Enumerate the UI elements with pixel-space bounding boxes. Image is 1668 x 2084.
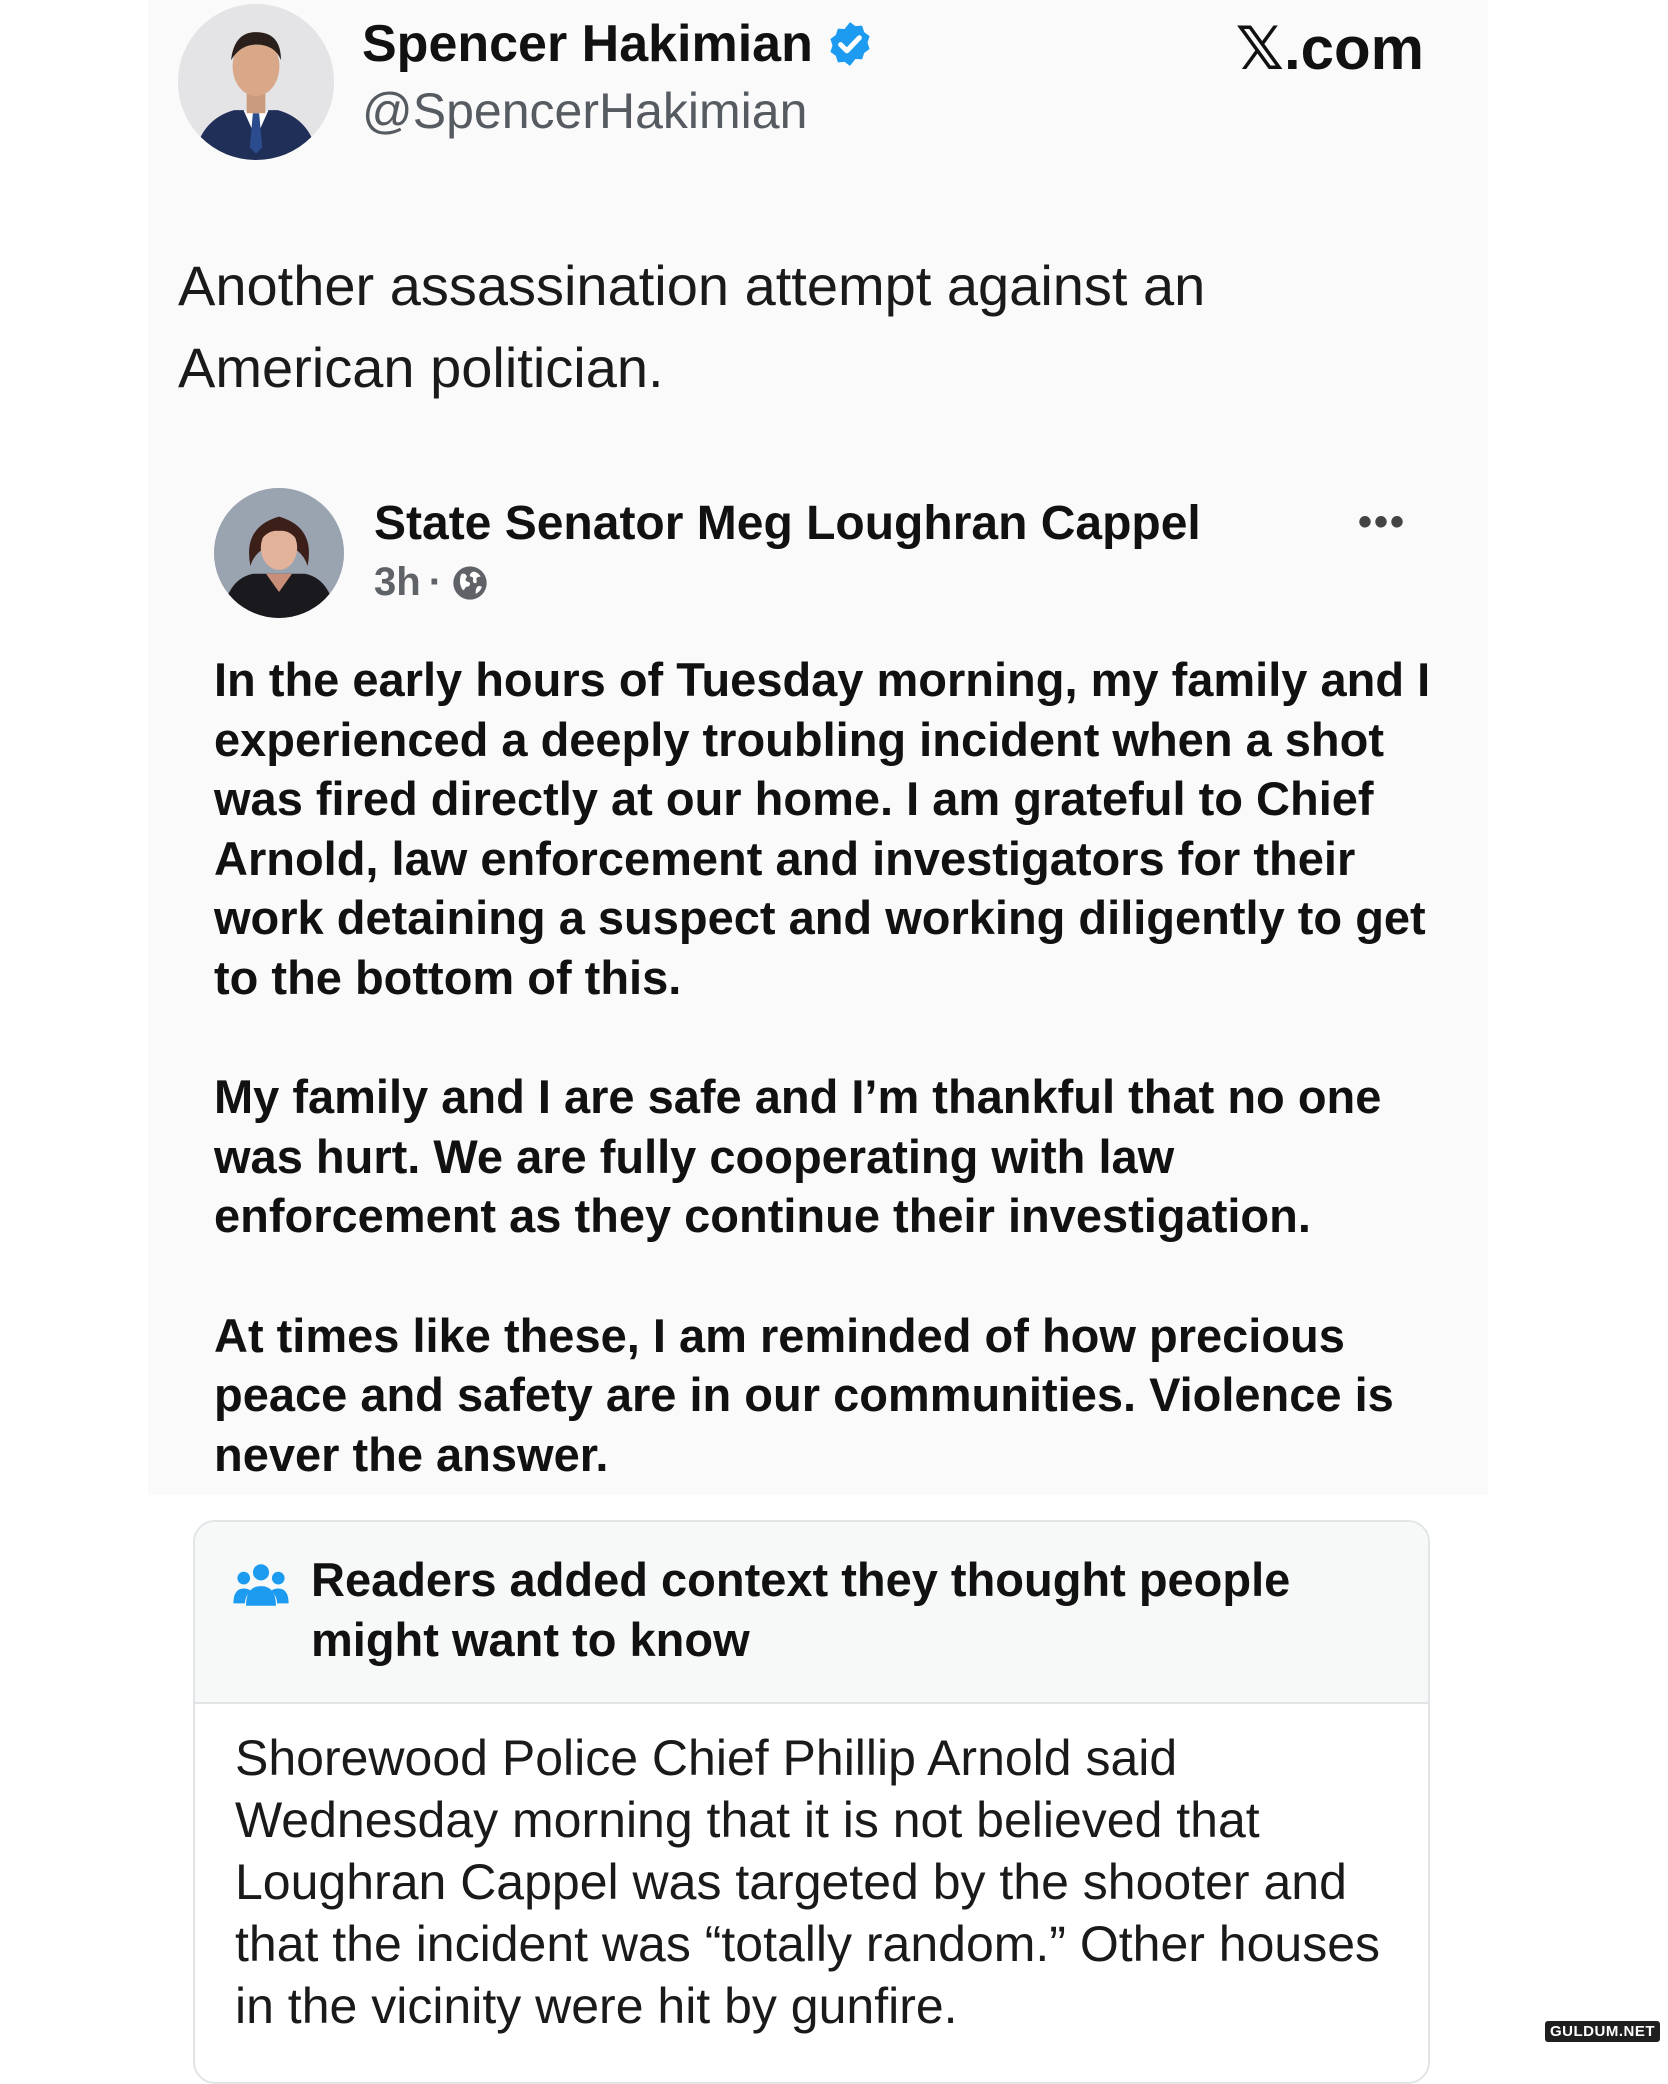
x-brand-logo: 𝕏.com bbox=[1235, 15, 1424, 82]
tweet-author-handle[interactable]: @SpencerHakimian bbox=[362, 83, 808, 139]
fb-paragraph-1: In the early hours of Tuesday morning, my family and I experienced a deeply troubling incident when a shot was fired directly at our home. I am grateful to Chief Arnold, law enforcement and investigators for their work detaining a suspect and working diligently to get to the bottom of this. bbox=[214, 653, 1431, 1004]
community-note-body: Shorewood Police Chief Phillip Arnold said Wednesday morning that it is not believed that Loughran Cappel was targeted by the shooter and that the incident was “totally random.” Other houses in the vicinity were hit by gunfire. bbox=[235, 1730, 1381, 2034]
fb-post-meta bbox=[374, 560, 490, 605]
community-note-title: Readers added context they thought people might want to know bbox=[311, 1553, 1291, 1666]
fb-post-author-name[interactable]: State Senator Meg Loughran Cappel bbox=[374, 497, 1201, 550]
fb-post-time[interactable]: 3h bbox=[374, 560, 421, 604]
verified-badge-icon bbox=[825, 19, 875, 69]
tweet-author-name[interactable] bbox=[362, 14, 875, 74]
globe-icon bbox=[450, 563, 490, 603]
fb-post-body bbox=[214, 650, 1434, 1544]
watermark: GULDUM.NET bbox=[1545, 2021, 1660, 2042]
senator-avatar[interactable] bbox=[214, 488, 344, 618]
community-note[interactable] bbox=[193, 1520, 1430, 2084]
embedded-facebook-post bbox=[178, 470, 1438, 1480]
meta-separator: · bbox=[428, 560, 443, 604]
people-icon bbox=[233, 1562, 289, 1608]
community-note-header bbox=[195, 1522, 1428, 1704]
senator-photo bbox=[214, 488, 344, 618]
tweet-text: Another assassination attempt against an American politician. bbox=[178, 254, 1206, 399]
fb-paragraph-2: My family and I are safe and I’m thankful that no one was hurt. We are fully cooperating with law enforcement as they continue their investigation. bbox=[214, 1070, 1382, 1242]
author-avatar[interactable] bbox=[178, 4, 334, 160]
author-photo bbox=[178, 4, 334, 160]
more-options-icon[interactable]: ••• bbox=[1358, 500, 1407, 544]
fb-paragraph-3: At times like these, I am reminded of how precious peace and safety are in our communities. Violence is never the answer. bbox=[214, 1308, 1394, 1481]
author-name-text[interactable]: Spencer Hakimian bbox=[362, 15, 813, 73]
